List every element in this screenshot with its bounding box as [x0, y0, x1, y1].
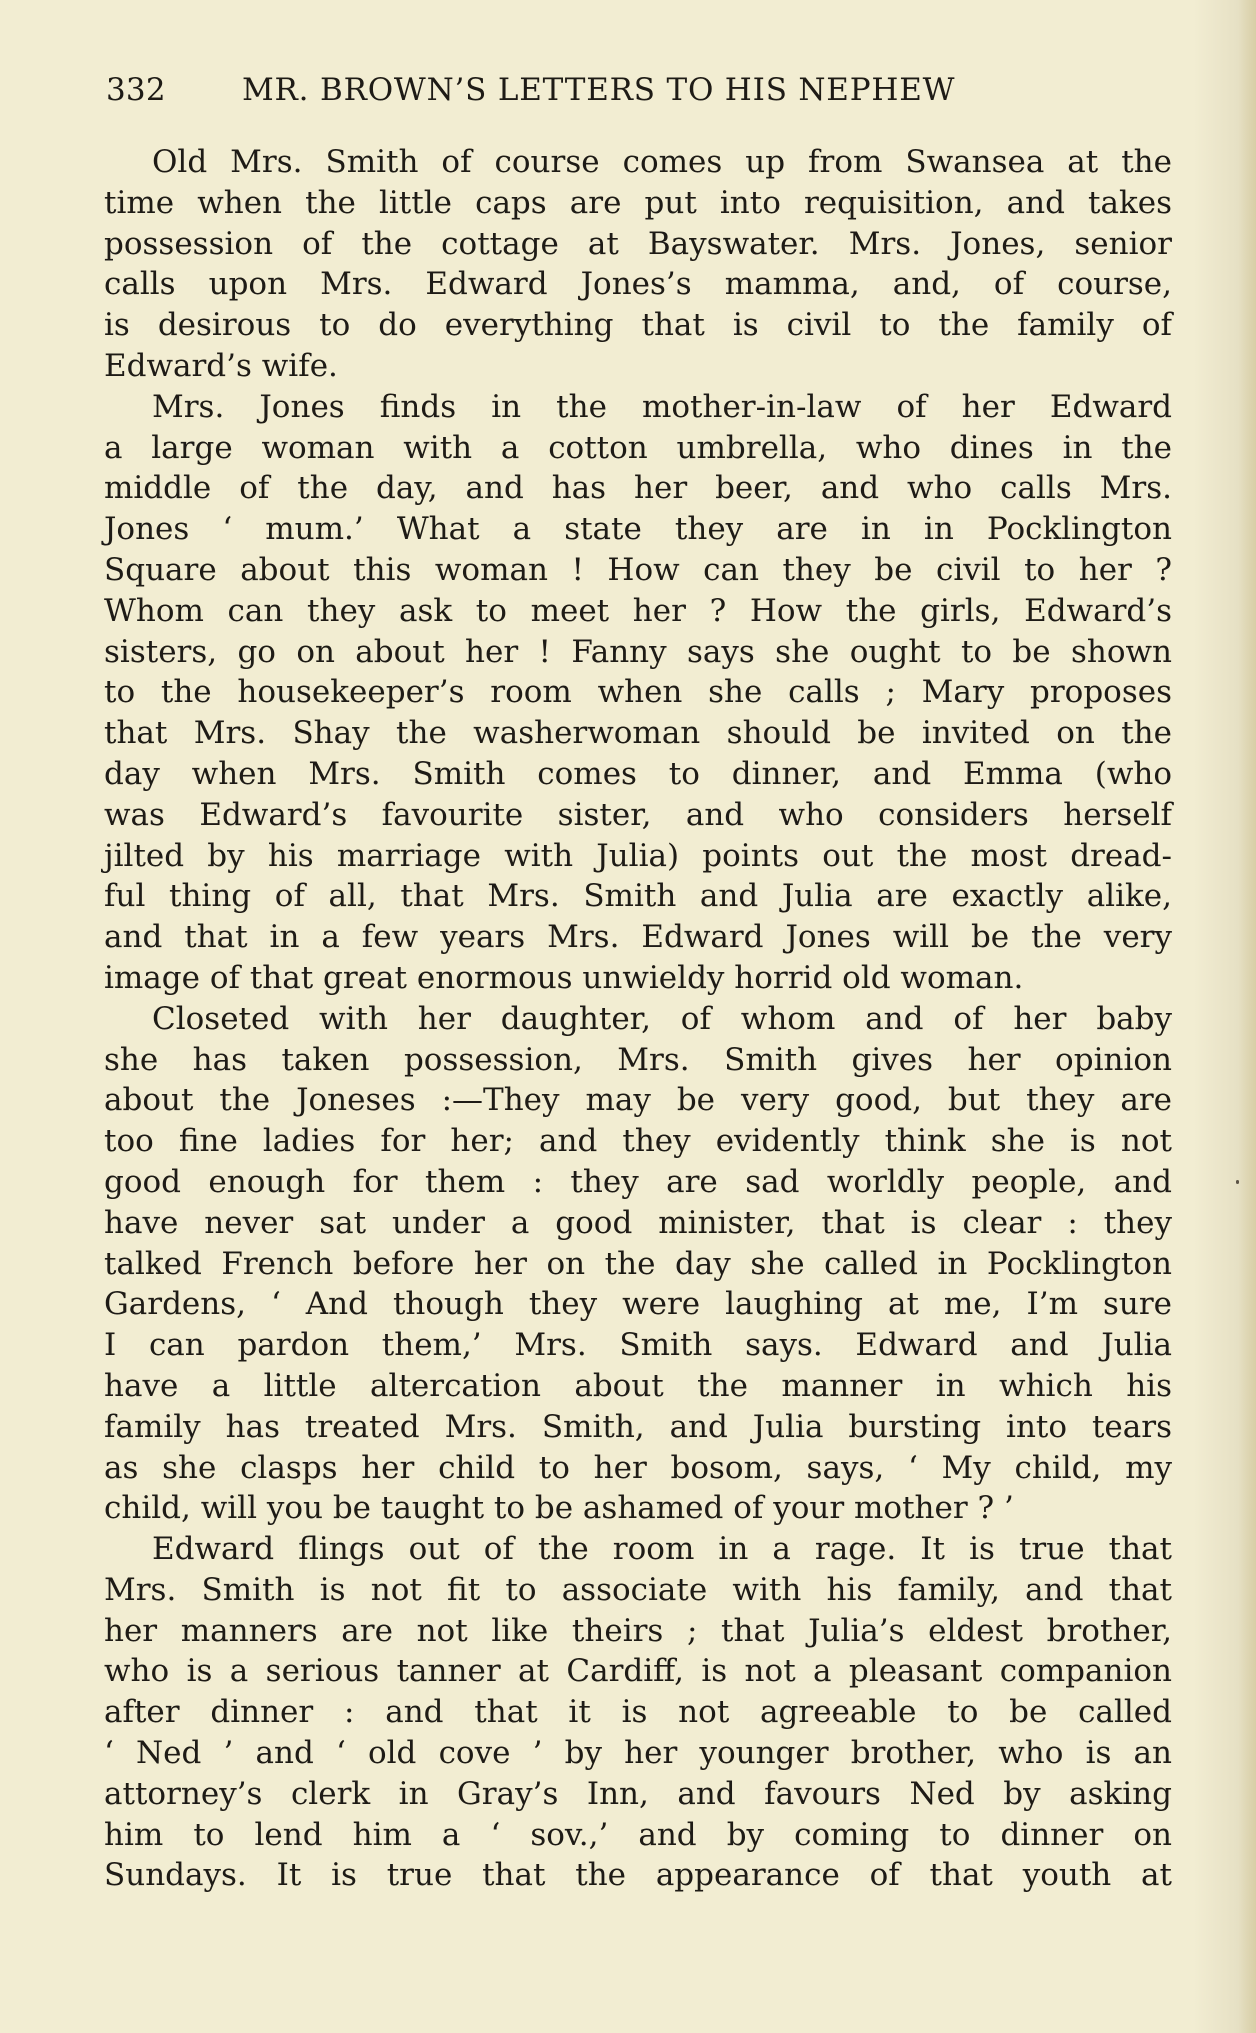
text-line: have a little altercation about the manner in which his: [104, 1367, 1172, 1404]
text-line: have never sat under a good minister, that is clear : they: [104, 1204, 1172, 1241]
text-line: Gardens, ‘ And though they were laughing at me, I’m sure: [104, 1286, 1172, 1323]
text-line: Edward flings out of the room in a rage. It is true that: [152, 1531, 1172, 1568]
text-line: talked French before her on the day she called in Pocklington: [104, 1245, 1172, 1282]
text-line: good enough for them : they are sad worldly people, and: [104, 1163, 1172, 1200]
text-line: possession of the cottage at Bayswater. Mrs. Jones, senior: [104, 225, 1172, 262]
page-number: 332: [106, 72, 166, 108]
text-line: Jones ‘ mum.’ What a state they are in in Pocklington: [104, 511, 1172, 548]
running-title: MR. BROWN’S LETTERS TO HIS NEPHEW: [242, 72, 956, 108]
text-line: Old Mrs. Smith of course comes up from Swansea at the: [152, 144, 1172, 180]
text-line: too fine ladies for her; and they evidently think she is not: [104, 1123, 1172, 1160]
text-line: she has taken possession, Mrs. Smith gives her opinion: [104, 1041, 1172, 1078]
text-line: jilted by his marriage with Julia) points out the most dread-: [104, 837, 1172, 874]
text-line: Square about this woman ! How can they be civil to her ?: [104, 551, 1172, 588]
text-line: time when the little caps are put into requisition, and takes: [104, 184, 1172, 221]
text-line: middle of the day, and has her beer, and who calls Mrs.: [104, 470, 1172, 507]
page-header: [106, 72, 1176, 118]
text-line: a large woman with a cotton umbrella, who dines in the: [104, 429, 1172, 466]
body-text: [104, 142, 1172, 1896]
text-line: after dinner : and that it is not agreeable to be called: [104, 1694, 1172, 1731]
text-line: I can pardon them,’ Mrs. Smith says. Edward and Julia: [104, 1327, 1172, 1364]
text-line: as she clasps her child to her bosom, says, ‘ My child, my: [104, 1449, 1172, 1486]
text-line: Mrs. Smith is not fit to associate with his family, and that: [104, 1571, 1172, 1608]
text-line: day when Mrs. Smith comes to dinner, and Emma (who: [104, 755, 1172, 792]
text-line: Whom can they ask to meet her ? How the girls, Edward’s: [104, 592, 1172, 629]
text-line: Sundays. It is true that the appearance of that youth at: [104, 1857, 1172, 1894]
text-line: ful thing of all, that Mrs. Smith and Julia are exactly alike,: [104, 878, 1172, 915]
text-line: is desirous to do everything that is civil to the family of: [104, 307, 1172, 344]
text-line: Closeted with her daughter, of whom and of her baby: [152, 1000, 1172, 1037]
text-line: who is a serious tanner at Cardiff, is not a pleasant companion: [104, 1653, 1172, 1690]
text-line: ‘ Ned ’ and ‘ old cove ’ by her younger brother, who is an: [104, 1735, 1172, 1772]
text-line: image of that great enormous unwieldy horrid old woman.: [104, 959, 1024, 996]
text-line: attorney’s clerk in Gray’s Inn, and favours Ned by asking: [104, 1775, 1172, 1812]
text-line: sisters, go on about her ! Fanny says she ought to be shown: [104, 633, 1172, 670]
page-edge-shadow: [1238, 0, 1256, 2033]
text-line: about the Joneses :—They may be very good, but they are: [104, 1082, 1172, 1119]
text-line: Edward’s wife.: [104, 347, 338, 384]
text-line: child, will you be taught to be ashamed of your mother ? ’: [104, 1490, 1014, 1527]
text-line: to the housekeeper’s room when she calls ; Mary proposes: [104, 674, 1172, 711]
text-line: was Edward’s favourite sister, and who considers herself: [104, 796, 1172, 833]
text-line: that Mrs. Shay the washerwoman should be invited on the: [104, 715, 1172, 752]
text-line: and that in a few years Mrs. Edward Jones will be the very: [104, 919, 1172, 956]
text-line: him to lend him a ‘ sov.,’ and by coming to dinner on: [104, 1816, 1172, 1853]
text-line: Mrs. Jones finds in the mother-in-law of her Edward: [152, 388, 1172, 425]
margin-speck: [1236, 1180, 1239, 1184]
text-line: her manners are not like theirs ; that Julia’s eldest brother,: [104, 1612, 1172, 1649]
text-line: calls upon Mrs. Edward Jones’s mamma, and, of course,: [104, 266, 1172, 303]
text-line: family has treated Mrs. Smith, and Julia bursting into tears: [104, 1408, 1172, 1445]
